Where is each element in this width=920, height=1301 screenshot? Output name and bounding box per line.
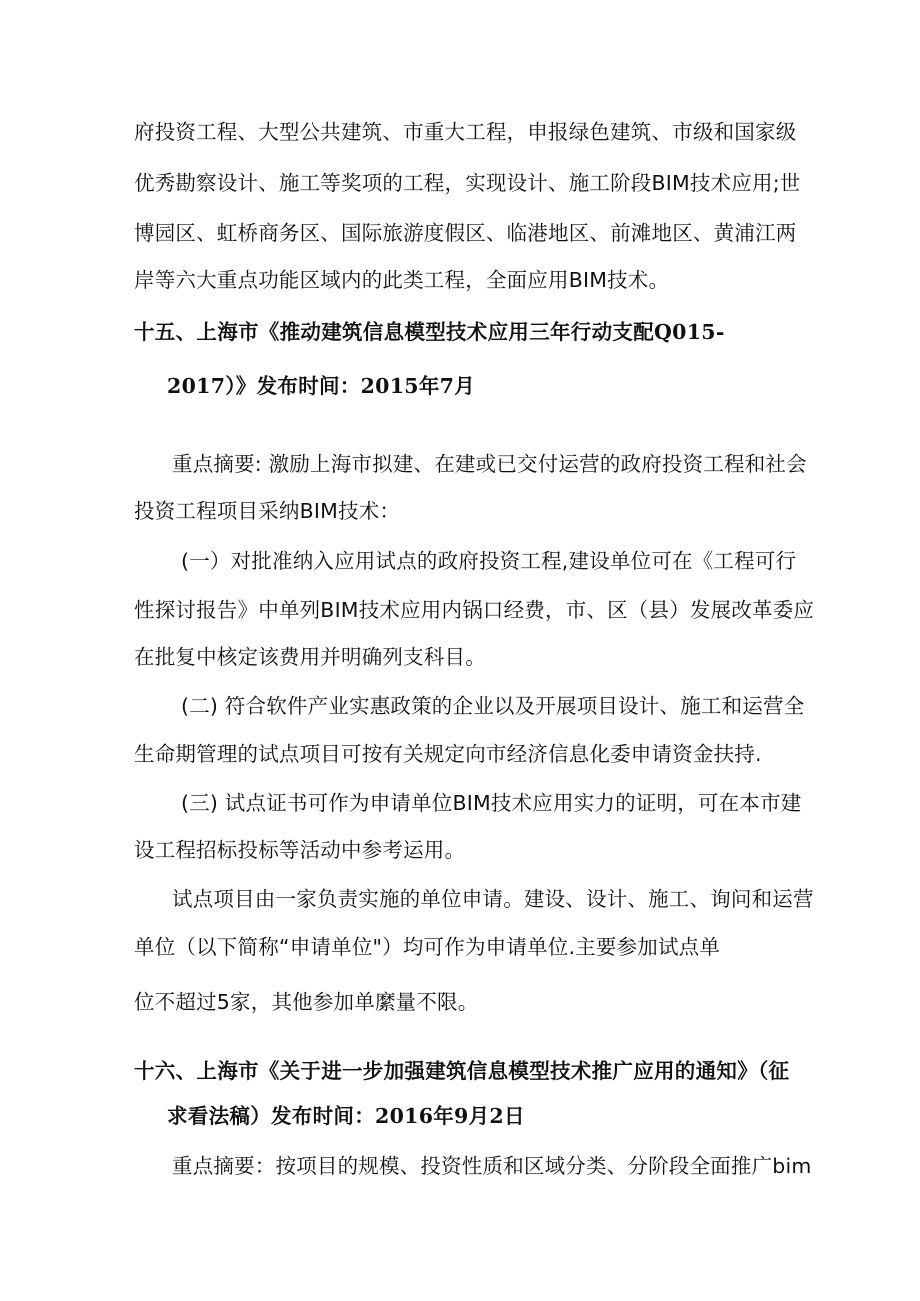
section-15-heading-line-1: 十五、上海市《推动建筑信息模型技术应用三年行动支配Q015- <box>134 320 725 344</box>
item-2-line-2: 生命期管理的试点项目可按有关规定向市经济信息化委申请资金扶持. <box>134 742 762 766</box>
item-1-line-2: 性探讨报告》中单列BIM技术应用内锅口经费，市、区（县）发展改革委应 <box>134 598 815 622</box>
item-1-line-1: (一）对批准纳入应用试点的政府投资工程,建设单位可在《工程可行 <box>181 549 797 573</box>
note-line-1: 试点项目由一家负责实施的单位申请。建设、设计、施工、询问和运营 <box>172 887 814 911</box>
section-16-summary-line: 重点摘要：按项目的规模、投资性质和区域分类、分阶段全面推广bim <box>172 1154 812 1178</box>
section-15-summary-line-1: 重点摘要: 激励上海市拟建、在建或已交付运营的政府投资工程和社会 <box>172 452 807 476</box>
note-line-2: 单位（以下简称“申请单位"）均可作为申请单位.主要参加试点单 <box>134 935 721 959</box>
item-3-line-2: 设工程招标投标等活动中参考运用。 <box>134 838 466 862</box>
intro-line-1: 府投资工程、大型公共建筑、市重大工程，申报绿色建筑、市级和国家级 <box>134 120 797 144</box>
section-16-heading-line-1: 十六、上海市《关于进一步加强建筑信息模型技术推广应用的通知》（征 <box>134 1059 790 1083</box>
intro-line-2: 优秀勘察设计、施工等奖项的工程，实现设计、施工阶段BIM技术应用;世 <box>134 171 801 195</box>
item-1-line-3: 在批复中核定该费用并明确列支科目。 <box>134 645 486 669</box>
section-16-heading-line-2: 求看法稿）发布时间：2016年9月2日 <box>167 1104 525 1128</box>
section-15-summary-line-2: 投资工程项目采纳BIM技术： <box>134 499 401 523</box>
item-3-line-1: (三) 试点证书可作为申请单位BIM技术应用实力的证明，可在本市建 <box>181 791 802 815</box>
section-15-heading-line-2: 2017）》发布时间：2015年7月 <box>167 374 476 398</box>
note-line-3: 位不超过5家，其他参加单縻量不限。 <box>134 990 479 1014</box>
item-2-line-1: (二) 符合软件产业实惠政策的企业以及开展项目设计、施工和运营全 <box>181 694 805 718</box>
intro-line-3: 博园区、虹桥商务区、国际旅游度假区、临港地区、前滩地区、黄浦江两 <box>134 221 797 245</box>
intro-line-4: 岸等六大重点功能区域内的此类工程，全面应用BIM技术。 <box>134 268 670 292</box>
